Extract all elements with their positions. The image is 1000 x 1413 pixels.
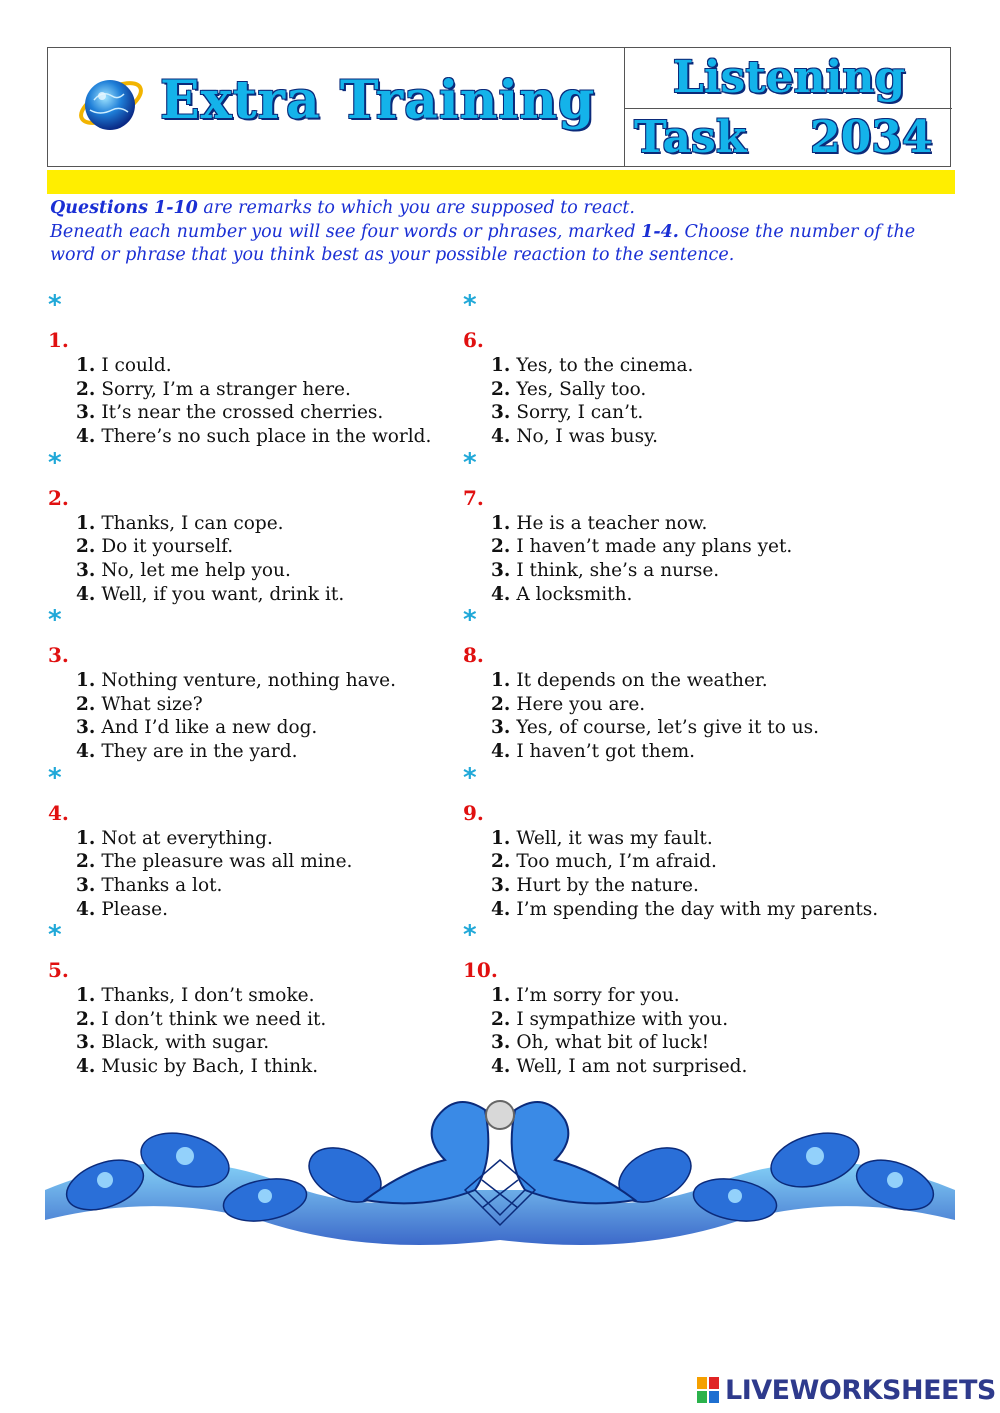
answer-option xyxy=(491,827,878,851)
option-number: 3. xyxy=(491,717,511,739)
logo-icon xyxy=(697,1377,719,1403)
option-text: Black, with sugar. xyxy=(101,1032,270,1054)
option-text: I think, she’s a nurse. xyxy=(516,559,720,581)
header-box xyxy=(47,47,951,167)
question-block xyxy=(463,920,883,1078)
answer-options xyxy=(76,984,326,1079)
answer-option xyxy=(491,1031,747,1055)
answer-option xyxy=(491,1008,747,1032)
option-number: 4. xyxy=(76,741,96,763)
answer-option xyxy=(491,898,878,922)
option-number: 1. xyxy=(76,670,96,691)
option-number: 3. xyxy=(76,1032,96,1054)
option-number: 3. xyxy=(491,1032,511,1054)
answer-option xyxy=(76,425,431,449)
option-text: Yes, to the cinema. xyxy=(516,355,694,376)
question-block xyxy=(48,290,468,448)
question-block xyxy=(48,763,468,921)
answer-option xyxy=(76,1055,326,1079)
answer-option xyxy=(76,693,396,717)
option-number: 4. xyxy=(76,426,96,448)
answer-options xyxy=(491,827,878,922)
answer-option xyxy=(76,1008,326,1032)
option-text: I’m spending the day with my parents. xyxy=(516,898,879,920)
option-text: No, I was busy. xyxy=(516,426,658,448)
option-text: I haven’t got them. xyxy=(516,741,695,763)
answer-option xyxy=(491,850,878,874)
answer-options xyxy=(491,354,693,449)
instructions-bold: 1-4. xyxy=(641,221,679,242)
answer-option xyxy=(76,401,431,425)
star-marker: * xyxy=(48,920,62,950)
option-number: 1. xyxy=(491,670,511,691)
option-number: 3. xyxy=(76,874,96,896)
star-marker: * xyxy=(48,762,62,793)
question-number: 9. xyxy=(463,800,484,825)
answer-option xyxy=(76,583,344,607)
option-text: He is a teacher now. xyxy=(516,512,708,534)
option-text: Hurt by the nature. xyxy=(516,874,699,896)
option-number: 3. xyxy=(76,559,96,581)
answer-option xyxy=(491,354,693,378)
answer-option xyxy=(76,669,396,693)
option-number: 2. xyxy=(491,851,511,873)
liveworksheets-text: LIVEWORKSHEETS xyxy=(725,1374,996,1406)
option-number: 4. xyxy=(76,583,96,605)
star-marker: * xyxy=(463,920,477,950)
answer-options xyxy=(491,984,747,1079)
header-divider xyxy=(624,48,625,166)
answer-option xyxy=(76,740,396,764)
option-text: Music by Bach, I think. xyxy=(101,1056,319,1078)
question-block xyxy=(463,605,883,763)
instructions-bold: Questions 1-10 xyxy=(50,198,198,218)
question-number: 8. xyxy=(463,643,484,667)
option-text: Here you are. xyxy=(516,693,646,715)
answer-options xyxy=(491,512,792,607)
header-divider xyxy=(624,108,952,109)
questions-column-right xyxy=(463,290,883,1078)
option-text: Well, if you want, drink it. xyxy=(101,583,345,605)
question-block xyxy=(48,448,468,606)
option-text: And I’d like a new dog. xyxy=(101,717,318,739)
option-text: What size? xyxy=(101,693,203,715)
star-marker: * xyxy=(48,290,62,320)
option-number: 1. xyxy=(491,512,511,534)
brand-title: Extra Training xyxy=(160,70,596,131)
option-text: The pleasure was all mine. xyxy=(101,851,353,873)
answer-options xyxy=(491,669,819,764)
question-number: 5. xyxy=(48,958,69,982)
option-number: 1. xyxy=(491,985,511,1006)
option-text: Too much, I’m afraid. xyxy=(516,851,717,873)
answer-option xyxy=(76,874,352,898)
globe-icon xyxy=(76,72,146,134)
option-number: 2. xyxy=(491,378,511,400)
liveworksheets-logo xyxy=(697,1374,996,1406)
question-block xyxy=(48,605,468,763)
option-text: Yes, of course, let’s give it to us. xyxy=(516,717,820,739)
answer-options xyxy=(76,512,344,607)
answer-option xyxy=(76,559,344,583)
answer-option xyxy=(491,535,792,559)
star-marker: * xyxy=(48,447,62,478)
question-number: 1. xyxy=(48,328,69,352)
answer-option xyxy=(491,378,693,402)
decorative-ornament xyxy=(45,1080,955,1280)
option-text: Do it yourself. xyxy=(101,536,234,558)
answer-option xyxy=(76,512,344,536)
listening-title: Listening xyxy=(672,52,906,103)
star-marker: * xyxy=(463,447,477,478)
option-text: Well, it was my fault. xyxy=(516,827,713,849)
question-block xyxy=(463,448,883,606)
option-number: 1. xyxy=(491,827,511,849)
option-text: Sorry, I can’t. xyxy=(516,402,644,424)
answer-options xyxy=(76,669,396,764)
question-number: 7. xyxy=(463,485,484,510)
option-number: 4. xyxy=(491,741,511,763)
option-number: 4. xyxy=(76,898,96,920)
instructions-text: are remarks to which you are supposed to react. xyxy=(197,198,635,218)
answer-option xyxy=(76,354,431,378)
option-number: 2. xyxy=(76,851,96,873)
question-block xyxy=(463,290,883,448)
answer-option xyxy=(76,378,431,402)
answer-options xyxy=(76,354,431,449)
answer-option xyxy=(491,1055,747,1079)
option-number: 4. xyxy=(491,426,511,448)
option-text: Thanks, I don’t smoke. xyxy=(101,985,315,1006)
task-label: Task xyxy=(634,112,747,163)
option-text: Not at everything. xyxy=(101,827,273,849)
option-text: Oh, what bit of luck! xyxy=(516,1032,710,1054)
answer-option xyxy=(491,874,878,898)
star-marker: * xyxy=(463,605,477,635)
answer-option xyxy=(491,583,792,607)
option-number: 4. xyxy=(76,1056,96,1078)
option-number: 1. xyxy=(76,512,96,534)
option-number: 2. xyxy=(76,378,96,400)
task-number: 2034 xyxy=(810,112,933,163)
option-number: 4. xyxy=(491,1056,511,1078)
option-text: Thanks, I can cope. xyxy=(101,512,284,534)
answer-option xyxy=(76,827,352,851)
option-number: 3. xyxy=(76,717,96,739)
option-number: 2. xyxy=(76,693,96,715)
option-number: 3. xyxy=(76,402,96,424)
option-text: I sympathize with you. xyxy=(516,1008,729,1030)
question-number: 2. xyxy=(48,485,69,510)
answer-options xyxy=(76,827,352,922)
answer-option xyxy=(491,425,693,449)
option-number: 4. xyxy=(491,898,511,920)
question-number: 3. xyxy=(48,643,69,667)
answer-option xyxy=(491,669,819,693)
answer-option xyxy=(491,716,819,740)
answer-option xyxy=(76,535,344,559)
option-number: 2. xyxy=(491,1008,511,1030)
answer-option xyxy=(76,1031,326,1055)
star-marker: * xyxy=(463,290,477,320)
question-block xyxy=(48,920,468,1078)
option-text: Yes, Sally too. xyxy=(516,378,647,400)
answer-option xyxy=(491,693,819,717)
option-text: Well, I am not surprised. xyxy=(516,1056,748,1078)
option-number: 3. xyxy=(491,402,511,424)
answer-option xyxy=(76,984,326,1008)
answer-option xyxy=(491,401,693,425)
option-number: 3. xyxy=(491,559,511,581)
option-number: 1. xyxy=(76,355,96,376)
option-text: I haven’t made any plans yet. xyxy=(516,536,793,558)
option-number: 2. xyxy=(491,693,511,715)
question-number: 10. xyxy=(463,958,498,982)
option-number: 1. xyxy=(76,827,96,849)
star-marker: * xyxy=(48,605,62,635)
option-text: It’s near the crossed cherries. xyxy=(101,402,384,424)
question-number: 4. xyxy=(48,800,69,825)
option-number: 3. xyxy=(491,874,511,896)
option-text: Nothing venture, nothing have. xyxy=(101,670,396,691)
questions-column-left xyxy=(48,290,468,1078)
option-number: 4. xyxy=(491,583,511,605)
instructions-text: Beneath each number you will see four words or phrases, marked xyxy=(50,221,642,242)
answer-option xyxy=(76,898,352,922)
yellow-highlight-bar xyxy=(47,170,955,194)
answer-option xyxy=(76,850,352,874)
answer-option xyxy=(491,559,792,583)
option-number: 1. xyxy=(491,355,511,376)
instructions-text: Choose the number of the word or phrase that you think best as your possible reaction to the sentence. xyxy=(50,221,916,265)
option-text: No, let me help you. xyxy=(101,559,291,581)
question-block xyxy=(463,763,883,921)
option-number: 2. xyxy=(76,1008,96,1030)
instructions xyxy=(50,197,960,268)
question-number: 6. xyxy=(463,328,484,352)
option-text: There’s no such place in the world. xyxy=(101,426,432,448)
option-number: 1. xyxy=(76,985,96,1006)
option-text: Please. xyxy=(101,898,168,920)
option-text: It depends on the weather. xyxy=(516,670,768,691)
star-marker: * xyxy=(463,762,477,793)
option-number: 2. xyxy=(76,536,96,558)
answer-option xyxy=(491,740,819,764)
option-text: A locksmith. xyxy=(516,583,633,605)
option-text: I don’t think we need it. xyxy=(101,1008,327,1030)
option-number: 2. xyxy=(491,536,511,558)
option-text: Sorry, I’m a stranger here. xyxy=(101,378,351,400)
answer-option xyxy=(491,512,792,536)
option-text: I’m sorry for you. xyxy=(516,985,680,1006)
answer-option xyxy=(76,716,396,740)
option-text: I could. xyxy=(101,355,172,376)
answer-option xyxy=(491,984,747,1008)
option-text: Thanks a lot. xyxy=(101,874,223,896)
option-text: They are in the yard. xyxy=(101,741,298,763)
